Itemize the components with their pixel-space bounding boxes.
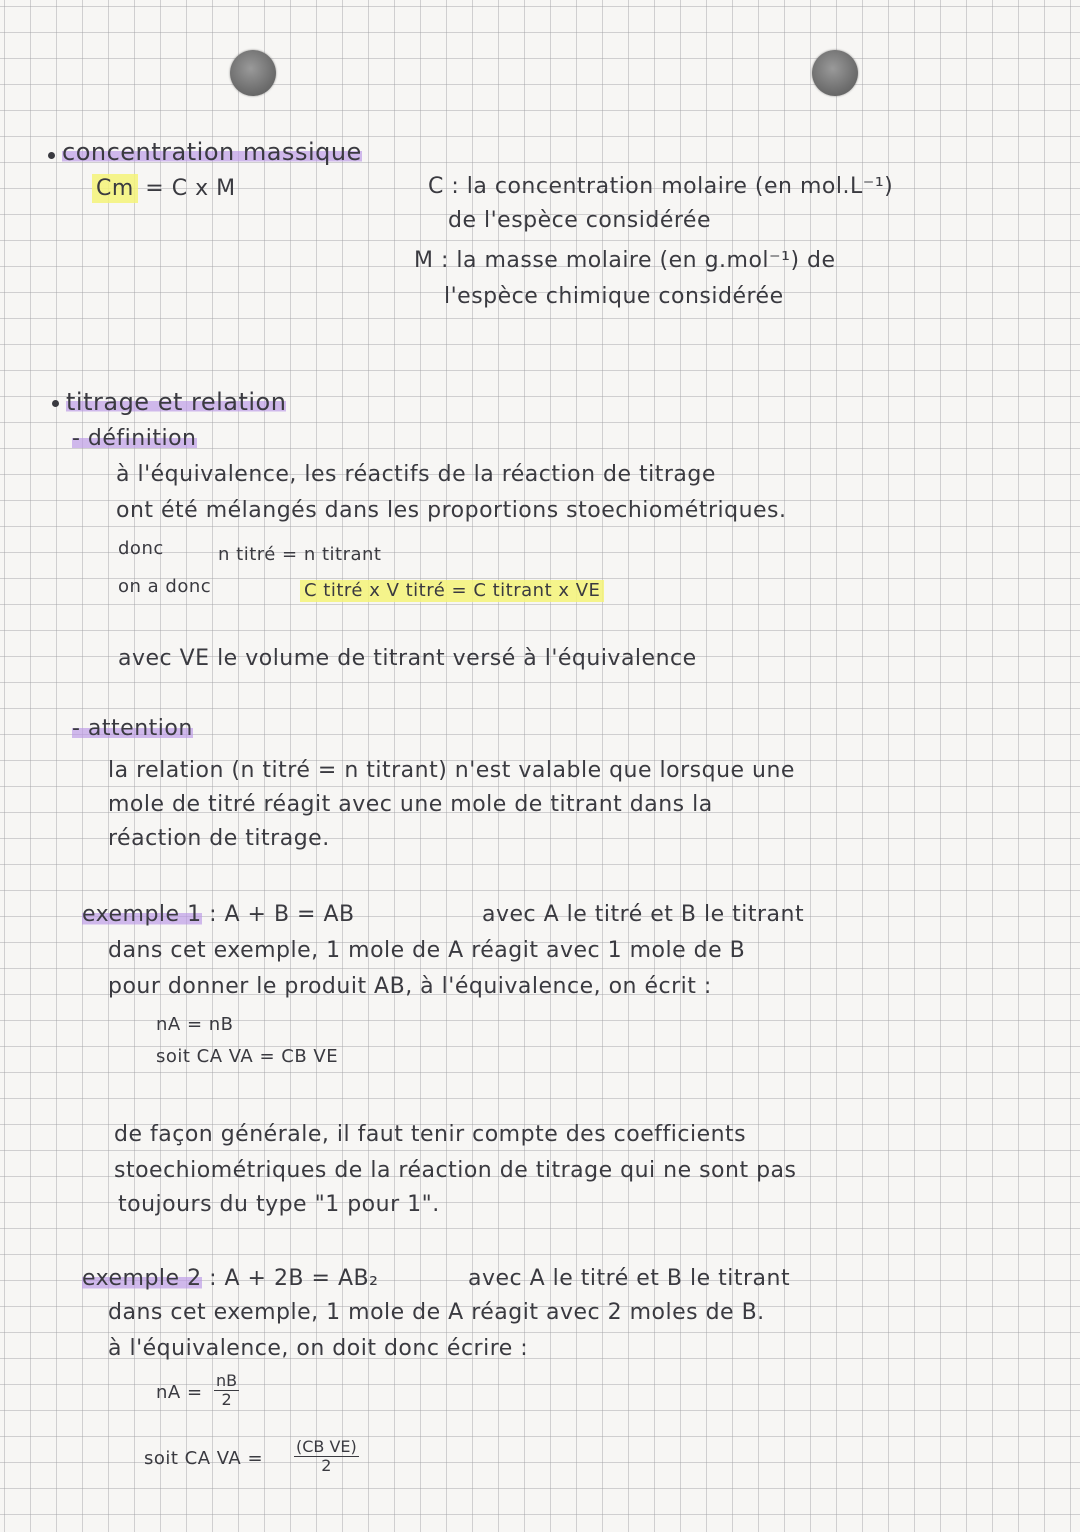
equation-n-titre-n-titrant: n titré = n titrant	[218, 544, 382, 565]
example2-equation-a-denominator: 2	[221, 1389, 232, 1409]
example2-equation-b-numerator: (CB VE)	[296, 1437, 357, 1456]
example2-line2: dans cet exemple, 1 mole de A réagit avec 2 moles de B.	[108, 1300, 765, 1325]
example2-title-row	[82, 1268, 378, 1290]
attention-line1: la relation (n titré = n titrant) n'est valable que lorsque une	[108, 758, 795, 783]
example2-line3: à l'équivalence, on doit donc écrire :	[108, 1336, 529, 1361]
punch-hole-right	[812, 50, 858, 96]
formula-cm	[92, 178, 236, 200]
example2-equation-a-numerator: nB	[216, 1371, 238, 1390]
example1-equation: : A + B = AB	[209, 902, 355, 927]
bullet-concentration	[48, 152, 55, 159]
example2-equation-a-fraction	[214, 1372, 239, 1408]
general-line1: de façon générale, il faut tenir compte des coefficients	[114, 1122, 747, 1147]
def-m-line2: l'espèce chimique considérée	[444, 284, 784, 309]
example2-equation-a-lhs: nA =	[156, 1382, 203, 1403]
example1-description: avec A le titré et B le titrant	[482, 902, 805, 927]
example1-line3: pour donner le produit AB, à l'équivalence, on écrit :	[108, 974, 712, 999]
general-line3: toujours du type "1 pour 1".	[118, 1192, 440, 1217]
equation-c-v-equivalence: C titré x V titré = C titrant x VE	[300, 580, 604, 602]
def-c-line1: C : la concentration molaire (en mol.L⁻¹)	[428, 174, 894, 199]
definition-line1: à l'équivalence, les réactifs de la réaction de titrage	[116, 462, 716, 487]
example1-equation-a: nA = nB	[156, 1014, 234, 1035]
heading-concentration-massique: concentration massique	[62, 138, 362, 166]
example1-equation-b: soit CA VA = CB VE	[156, 1046, 339, 1067]
definition-line2: ont été mélangés dans les proportions stoechiométriques.	[116, 498, 787, 523]
attention-line3: réaction de titrage.	[108, 826, 330, 851]
example1-label: exemple 1	[82, 902, 202, 927]
formula-cm-rhs: = C x M	[145, 176, 236, 201]
attention-line2: mole de titré réagit avec une mole de titrant dans la	[108, 792, 713, 817]
formula-cm-lhs: Cm	[92, 174, 138, 203]
def-c-line2: de l'espèce considérée	[448, 208, 711, 233]
bullet-titrage	[52, 400, 59, 407]
heading-titrage-relation: titrage et relation	[66, 388, 287, 416]
subheading-definition: - définition	[72, 426, 197, 451]
example2-equation-b-fraction	[294, 1438, 359, 1474]
example2-equation: : A + 2B = AB₂	[209, 1266, 379, 1291]
example2-description: avec A le titré et B le titrant	[468, 1266, 791, 1291]
def-m-line1: M : la masse molaire (en g.mol⁻¹) de	[414, 248, 836, 273]
example2-label: exemple 2	[82, 1266, 202, 1291]
donc-label: donc	[118, 538, 164, 559]
example2-equation-b-denominator: 2	[321, 1455, 332, 1475]
on-a-donc-label: on a donc	[118, 576, 212, 597]
example1-line2: dans cet exemple, 1 mole de A réagit avec 1 mole de B	[108, 938, 746, 963]
example2-equation-b-lhs: soit CA VA =	[144, 1448, 264, 1469]
example1-header	[82, 904, 355, 926]
subheading-attention: - attention	[72, 716, 193, 741]
punch-hole-left	[230, 50, 276, 96]
avec-ve-line: avec VE le volume de titrant versé à l'équivalence	[118, 646, 697, 671]
general-line2: stoechiométriques de la réaction de titrage qui ne sont pas	[114, 1158, 797, 1183]
